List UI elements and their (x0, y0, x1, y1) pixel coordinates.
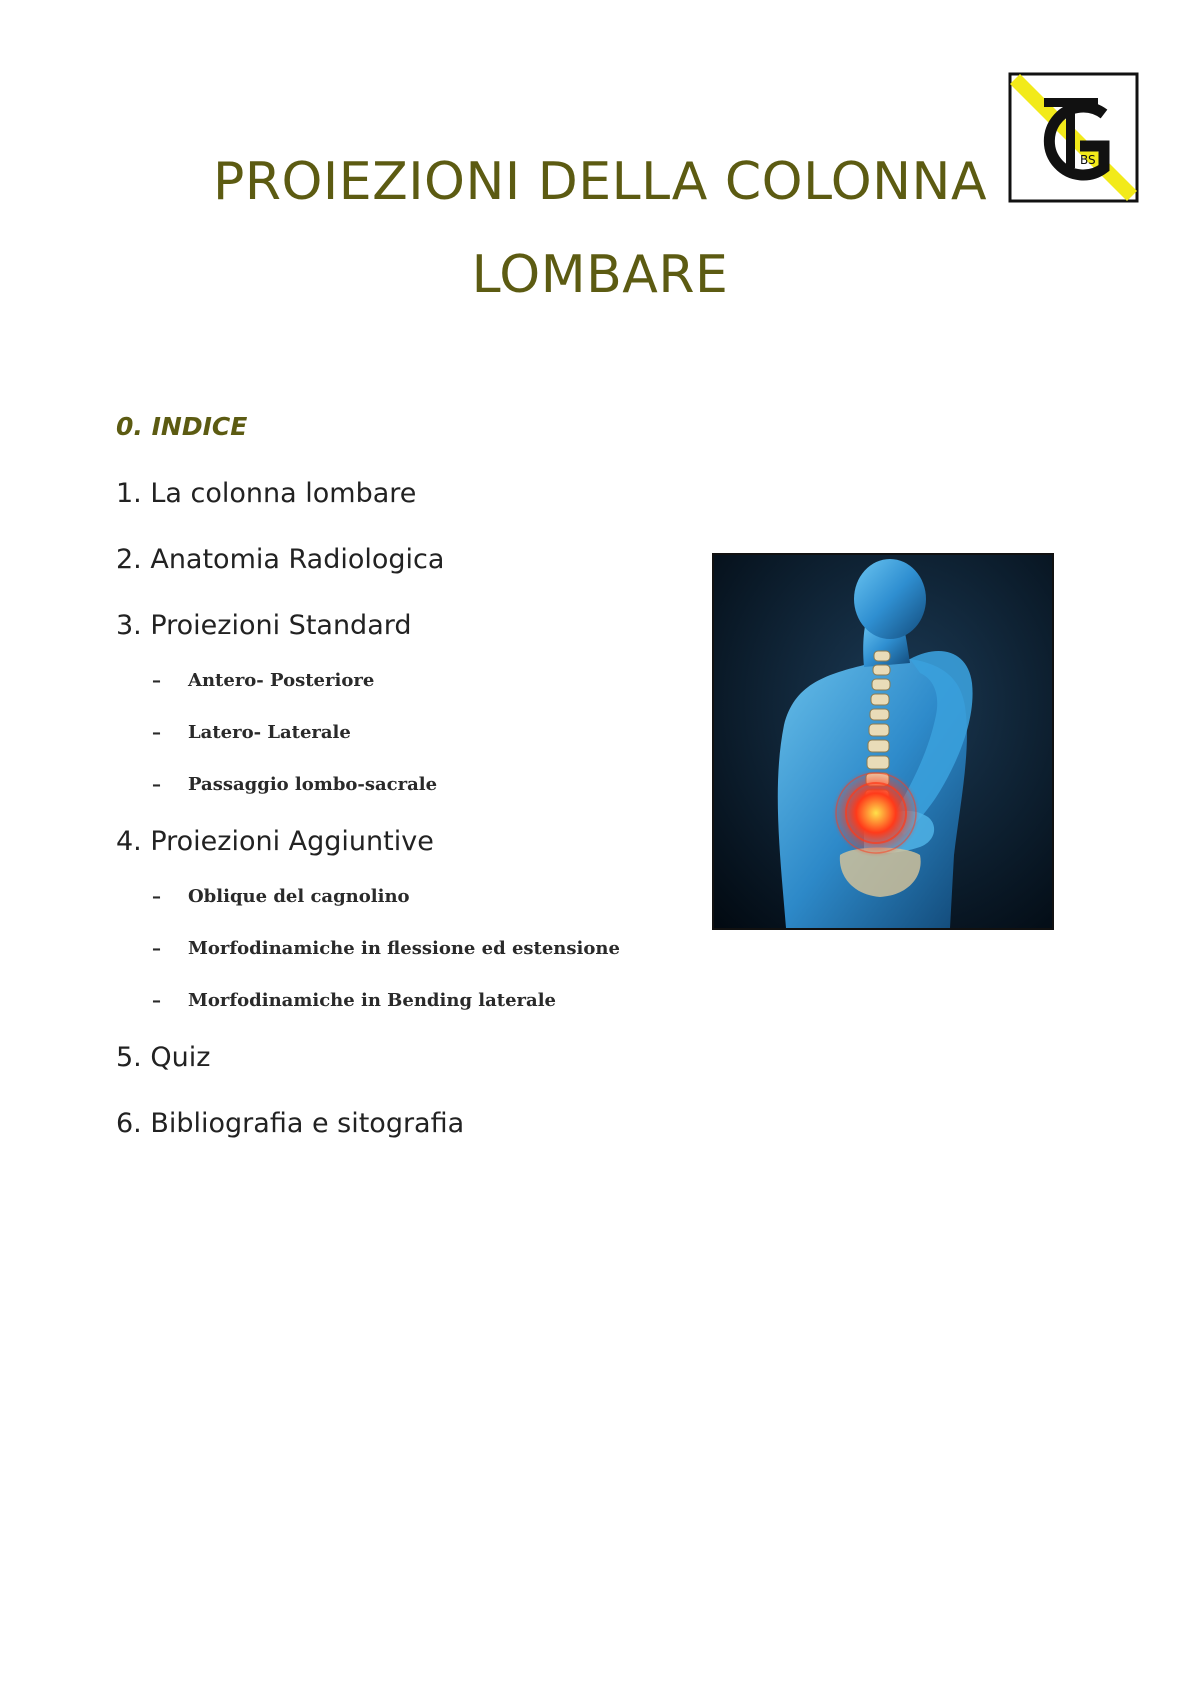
page-title-line2: LOMBARE (471, 245, 729, 305)
toc-subitem-label: Morfodinamiche in Bending laterale (188, 990, 556, 1011)
toc-subitem (116, 990, 620, 1042)
dash-bullet: – (152, 886, 161, 907)
toc-subitem (116, 722, 620, 774)
toc-item: 6. Bibliografia e sitografia (116, 1108, 465, 1139)
toc-subitem-label: Oblique del cagnolino (188, 886, 410, 907)
toc-item: 4. Proiezioni Aggiuntive (116, 826, 434, 857)
toc-subitem (116, 670, 620, 722)
back-pain-spine-image (714, 555, 1052, 928)
toc-item: 2. Anatomia Radiologica (116, 544, 445, 575)
toc-subitem-label: Morfodinamiche in flessione ed estensione (188, 938, 620, 959)
toc-subitem-label: Antero- Posteriore (188, 670, 375, 691)
page-title-line1: PROIEZIONI DELLA COLONNA (212, 152, 988, 212)
dash-bullet: – (152, 722, 161, 743)
dash-bullet: – (152, 938, 161, 959)
toc-subitem (116, 774, 620, 826)
spine-illustration (712, 553, 1054, 930)
dash-bullet: – (152, 990, 161, 1011)
table-of-contents (116, 412, 620, 1174)
toc-item: 3. Proiezioni Standard (116, 610, 412, 641)
toc-subitem-label: Passaggio lombo-sacrale (188, 774, 438, 795)
toc-heading: 0. INDICE (116, 412, 248, 441)
dash-bullet: – (152, 670, 161, 691)
toc-subitem (116, 938, 620, 990)
toc-subitem-label: Latero- Laterale (188, 722, 351, 743)
toc-item: 1. La colonna lombare (116, 478, 417, 509)
dash-bullet: – (152, 774, 161, 795)
toc-subitem (116, 886, 620, 938)
toc-item: 5. Quiz (116, 1042, 211, 1073)
logo-subtext: BS (1080, 153, 1096, 167)
